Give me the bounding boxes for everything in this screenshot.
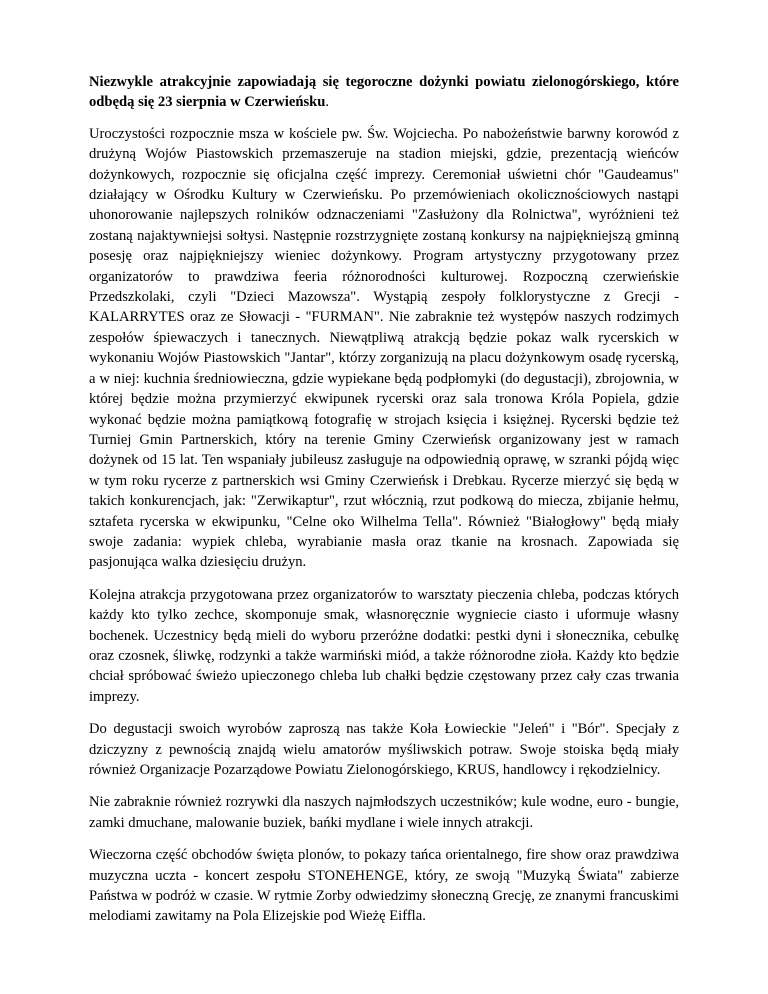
heading-period: . [325,94,330,111]
paragraph-kids-attractions: Nie zabraknie również rozrywki dla naszych najmłodszych uczestników; kule wodne, euro - bungie, zamki dmuchane, malowanie buziek, bańki mydlane i wiele innych atrakcji. [89,794,679,831]
document-page [89,72,679,939]
paragraph-ceremony: Uroczystości rozpocznie msza w kościele pw. Św. Wojciecha. Po nabożeństwie barwny korowód z drużyną Wojów Piastowskich przemaszeruje na stadion miejski, gdzie, prezentacją wieńców dożynkowych, rozpocznie się oficjalna część imprezy. Ceremoniał uświetni chór "Gaudeamus" działający w Ośrodku Kultury w Czerwieńsku. Po przemówieniach okolicznościowych nastąpi uhonorowanie najlepszych rolników odznaczeniami "Zasłużony dla Rolnictwa", wyróżnieni też zostaną najaktywniejsi sołtysi. Następnie rozstrzygnięte zostaną konkursy na najpiękniejszą gminną posesję oraz najpiękniejszy wieniec dożynkowy. Program artystyczny przygotowany przez organizatorów to prawdziwa feeria różnorodności kulturowej. Rozpoczną czerwieńskie Przedszkolaki, czyli "Dzieci Mazowsza". Wystąpią zespoły folklorystyczne z Grecji - KALARRYTES oraz ze Słowacji - "FURMAN". Nie zabraknie też występów naszych rodzimych zespołów śpiewaczych i tanecznych. Niewątpliwą atrakcją będzie pokaz walk rycerskich w wykonaniu Wojów Piastowskich "Jantar", którzy zorganizują na placu dożynkowym osadę rycerską, a w niej: kuchnia średniowieczna, gdzie wypiekane będą podpłomyki (do degustacji), zbrojownia, w której będzie można przymierzyć ekwipunek rycerski oraz sala tronowa Króla Popiela, gdzie wykonać będzie można pamiątkową fotografię w strojach księcia i księżnej. Rycerski będzie też Turniej Gmin Partnerskich, który na terenie Gminy Czerwieńsk organizowany jest w ramach dożynek od 15 lat. Ten wspaniały jubileusz zasługuje na odpowiednią oprawę, w szranki pójdą więc w tym roku rycerze z partnerskich wsi Gminy Czerwieńsk i Drebkau. Rycerze mierzyć się będą w takich konkurencjach, jak: "Zerwikaptur", rzut włócznią, rzut podkową do miecza, zbijanie hełmu, sztafeta rycerska w ekwipunku, "Celne oko Wilhelma Tella". Również "Białogłowy" będą miały swoje zadania: wypiek chleba, wyrabianie masła oraz tkanie na krosnach. Zapowiada się pasjonująca walka dziesięciu drużyn. [89,125,679,571]
paragraph-tasting: Do degustacji swoich wyrobów zaproszą nas także Koła Łowieckie "Jeleń" i "Bór". Specjały z dziczyzny z pewnością znajdą wielu amatorów myśliwskich potraw. Swoje stoiska będą miały również Organizacje Pozarządowe Powiatu Zielonogórskiego, KRUS, handlowcy i rękodzielnicy. [89,721,679,778]
heading-text: Niezwykle atrakcyjnie zapowiadają się tegoroczne dożynki powiatu zielonogórskiego, które odbędą się 23 sierpnia w Czerwieńsku [89,74,679,111]
paragraph-bread-workshop: Kolejna atrakcja przygotowana przez organizatorów to warsztaty pieczenia chleba, podczas których każdy kto tylko zechce, skomponuje smak, własnoręcznie wygniecie ciasto i uformuje własny bochenek. Uczestnicy będą mieli do wyboru przeróżne dodatki: pestki dyni i słonecznika, cebulkę oraz czosnek, śliwkę, rodzynki a także warmiński miód, a także różnorodne zioła. Każdy kto będzie chciał spróbować świeżo upieczonego chleba lub chałki będzie częstowany przez cały czas trwania imprezy. [89,586,679,705]
paragraph-evening-program: Wieczorna część obchodów święta plonów, to pokazy tańca orientalnego, fire show oraz prawdziwa muzyczna uczta - koncert zespołu STONEHENGE, który, ze swoją "Muzyką Świata" zabierze Państwa w podróż w czasie. W rytmie Zorby odwiedzimy słoneczną Grecję, ze znanymi francuskimi melodiami zawitamy na Pola Elizejskie pod Wieżę Eiffla. [89,847,679,925]
article-heading [89,72,679,113]
